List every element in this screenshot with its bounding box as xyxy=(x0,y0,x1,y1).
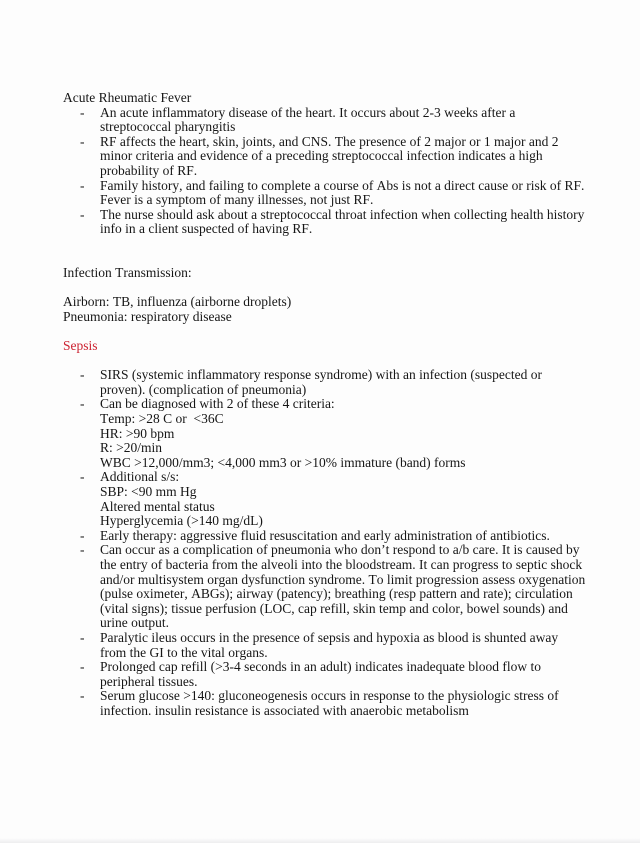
bullet-text-line: An acute inflammatory disease of the heart. It occurs about 2-3 weeks after a streptococcal pharyngitis xyxy=(100,104,516,135)
bullet-text xyxy=(100,368,587,397)
criteria-temp-line: Temp: >28 C or <36C xyxy=(100,411,224,427)
bullet-dash: - xyxy=(80,367,85,383)
bullet-item xyxy=(63,179,587,208)
bullet-text xyxy=(100,397,587,470)
bullet-dash: - xyxy=(80,133,85,149)
bullet-dash: - xyxy=(80,469,85,485)
bullet-text xyxy=(100,543,587,631)
mental-status-line: Altered mental status xyxy=(100,498,215,514)
section-acute-rheumatic-fever xyxy=(63,91,587,237)
section-title-arf: Acute Rheumatic Fever xyxy=(63,90,192,105)
bullet-text-line: Paralytic ileus occurs in the presence of sepsis and hypoxia as blood is shunted away from the GI to the vital organs. xyxy=(100,629,559,660)
bullet-text-line: Serum glucose >140: gluconeogenesis occurs in response to the physiologic stress of infection. insulin resistance is associated with anaerobic metabolism xyxy=(100,688,559,718)
bullet-text xyxy=(100,179,587,208)
bullet-text xyxy=(100,631,587,660)
bullet-item xyxy=(63,529,587,544)
bullet-item xyxy=(63,631,587,660)
criteria-wbc-line: WBC >12,000/mm3; <4,000 mm3 or >10% immature (band) forms xyxy=(100,454,466,470)
bullet-item xyxy=(63,689,587,718)
bullet-dash: - xyxy=(80,542,85,558)
bullet-item xyxy=(63,135,587,179)
bullet-text-line: Can occur as a complication of pneumonia who don’t respond to a/b care. It is caused by the entry of bacteria from the alveoli into the bloodstream. It can progress to septic shock and/or multisystem organ dysfunction syndrome. To limit progression assess oxygenation (pulse oximeter, ABGs); airway (patency); breathing (resp pattern and rate); circulation (vital signs); tissue perfusion (LOC, cap refill, skin temp and color, bowel sounds) and urine output. xyxy=(100,542,586,631)
sbp-line: SBP: <90 mm Hg xyxy=(100,484,197,500)
bullet-text-line: SIRS (systemic inflammatory response syndrome) with an infection (suspected or proven). (complication of pneumonia) xyxy=(100,367,543,397)
bullet-item xyxy=(63,470,587,528)
bullet-item xyxy=(63,543,587,631)
bullet-text-line: The nurse should ask about a streptococcal throat infection when collecting health history info in a client suspected of having RF. xyxy=(100,206,585,237)
hyperglycemia-line: Hyperglycemia (>140 mg/dL) xyxy=(100,513,263,529)
bullet-text-line: Family history, and failing to complete a course of Abs is not a direct cause or risk of RF. Fever is a symptom of many illnesses, not just RF. xyxy=(100,177,585,208)
bullet-item xyxy=(63,660,587,689)
bullet-dash: - xyxy=(80,396,85,412)
bullet-text xyxy=(100,106,587,135)
bullet-dash: - xyxy=(80,104,85,120)
bullet-dash: - xyxy=(80,206,85,222)
bullet-text-line: Can be diagnosed with 2 of these 4 criteria: xyxy=(100,396,335,412)
bullet-text-line: RF affects the heart, skin, joints, and CNS. The presence of 2 major or 1 major and 2 minor criteria and evidence of a preceding streptococcal infection indicates a high probability of RF. xyxy=(100,133,559,178)
bullet-item xyxy=(63,106,587,135)
bullet-text xyxy=(100,470,587,528)
section-title-infection-transmission: Infection Transmission: xyxy=(63,265,192,281)
bullet-dash: - xyxy=(80,629,85,645)
bullet-text-line: Prolonged cap refill (>3-4 seconds in an adult) indicates inadequate blood flow to peripheral tissues. xyxy=(100,659,541,689)
bullet-text-line: Additional s/s: xyxy=(100,469,180,485)
sepsis-bullet-list xyxy=(63,368,587,718)
criteria-hr-line: HR: >90 bpm xyxy=(100,425,175,441)
bullet-dash: - xyxy=(80,527,85,543)
bullet-text xyxy=(100,208,587,237)
section-title-sepsis: Sepsis xyxy=(63,338,98,354)
bullet-item xyxy=(63,208,587,237)
bullet-text xyxy=(100,660,587,689)
pneumonia-line: Pneumonia: respiratory disease xyxy=(63,308,232,324)
infection-transmission-lines xyxy=(63,295,587,324)
document-content xyxy=(63,91,587,719)
section-sepsis xyxy=(63,339,587,718)
bullet-text xyxy=(100,689,587,718)
bullet-dash: - xyxy=(80,688,85,704)
airborn-line: Airborn: TB, influenza (airborne droplets) xyxy=(63,294,292,310)
bullet-item xyxy=(63,368,587,397)
criteria-rr-line: R: >20/min xyxy=(100,440,162,456)
bullet-text xyxy=(100,529,587,544)
bullet-dash: - xyxy=(80,177,85,193)
bullet-dash: - xyxy=(80,659,85,675)
bullet-text xyxy=(100,135,587,179)
bullet-item xyxy=(63,397,587,470)
section-infection-transmission xyxy=(63,266,587,324)
bullet-text-line: Early therapy: aggressive fluid resuscitation and early administration of antibiotics. xyxy=(100,527,550,543)
